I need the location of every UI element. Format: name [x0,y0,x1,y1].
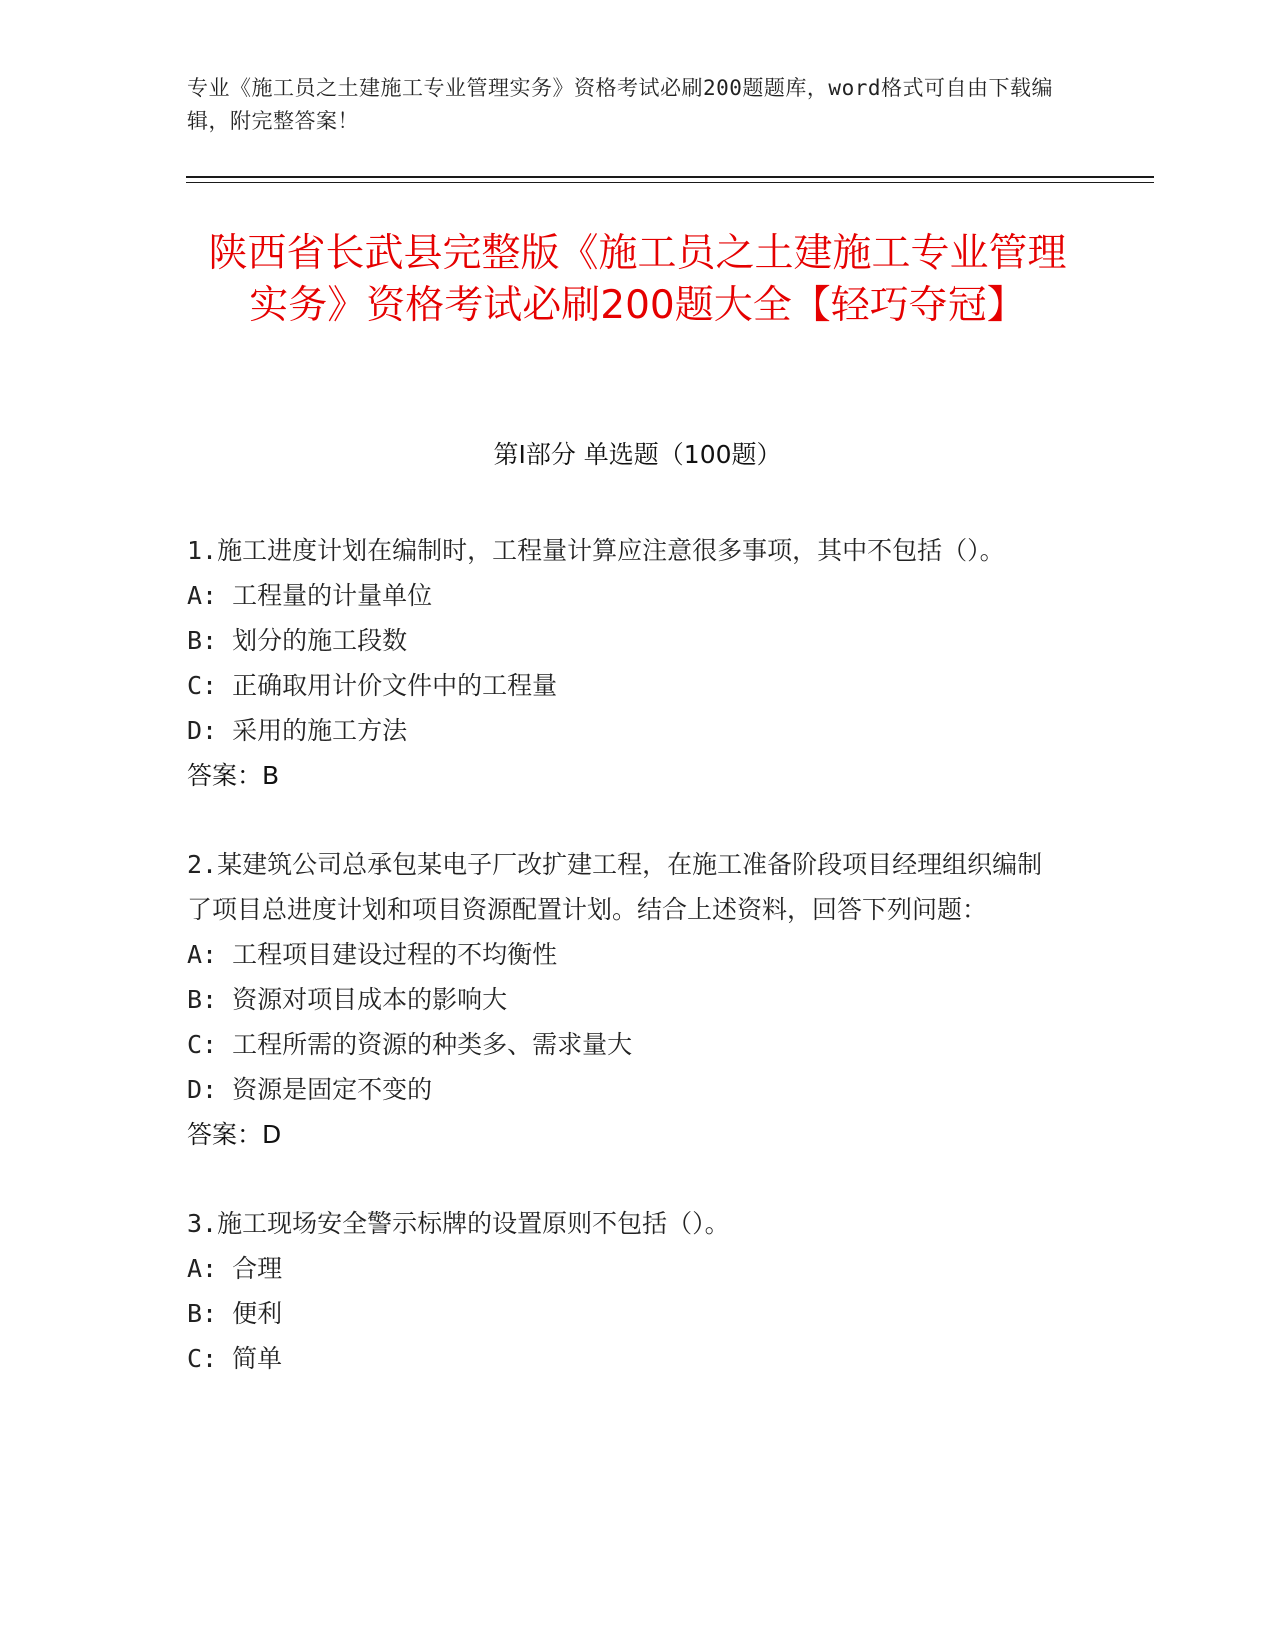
question-stem: 3.施工现场安全警示标牌的设置原则不包括（）。 [187,1209,730,1238]
option-c: C: 工程所需的资源的种类多、需求量大 [187,1030,633,1059]
option-a: A: 合理 [187,1254,283,1283]
question-stem: 1.施工进度计划在编制时，工程量计算应注意很多事项，其中不包括（）。 [187,536,1005,565]
question-stem: 2.某建筑公司总承包某电子厂改扩建工程，在施工准备阶段项目经理组织编制了项目总进度计划和项目资源配置计划。结合上述资料，回答下列问题： [187,850,1043,924]
header-divider-thick [186,176,1154,178]
document-title: 陕西省长武县完整版《施工员之土建施工专业管理实务》资格考试必刷200题大全【轻巧夺冠】 [208,231,1067,328]
option-c: C: 正确取用计价文件中的工程量 [187,671,558,700]
option-a: A: 工程量的计量单位 [187,581,433,610]
option-a: A: 工程项目建设过程的不均衡性 [187,940,558,969]
option-b: B: 资源对项目成本的影响大 [187,985,508,1014]
question-item [187,1201,1067,1381]
option-b: B: 划分的施工段数 [187,626,408,655]
header-note: 专业《施工员之土建施工专业管理实务》资格考试必刷200题题库，word格式可自由下载编辑，附完整答案！ [187,76,1053,133]
section-heading: 第I部分 单选题（100题） [493,440,782,469]
option-d: D: 采用的施工方法 [187,716,408,745]
header-divider-thin [186,182,1154,183]
option-d: D: 资源是固定不变的 [187,1075,433,1104]
answer-line: 答案：B [187,761,280,790]
question-item [187,528,1067,798]
question-list [187,528,1067,1425]
option-c: C: 简单 [187,1344,283,1373]
answer-line: 答案：D [187,1120,282,1149]
question-item [187,842,1067,1157]
option-b: B: 便利 [187,1299,283,1328]
